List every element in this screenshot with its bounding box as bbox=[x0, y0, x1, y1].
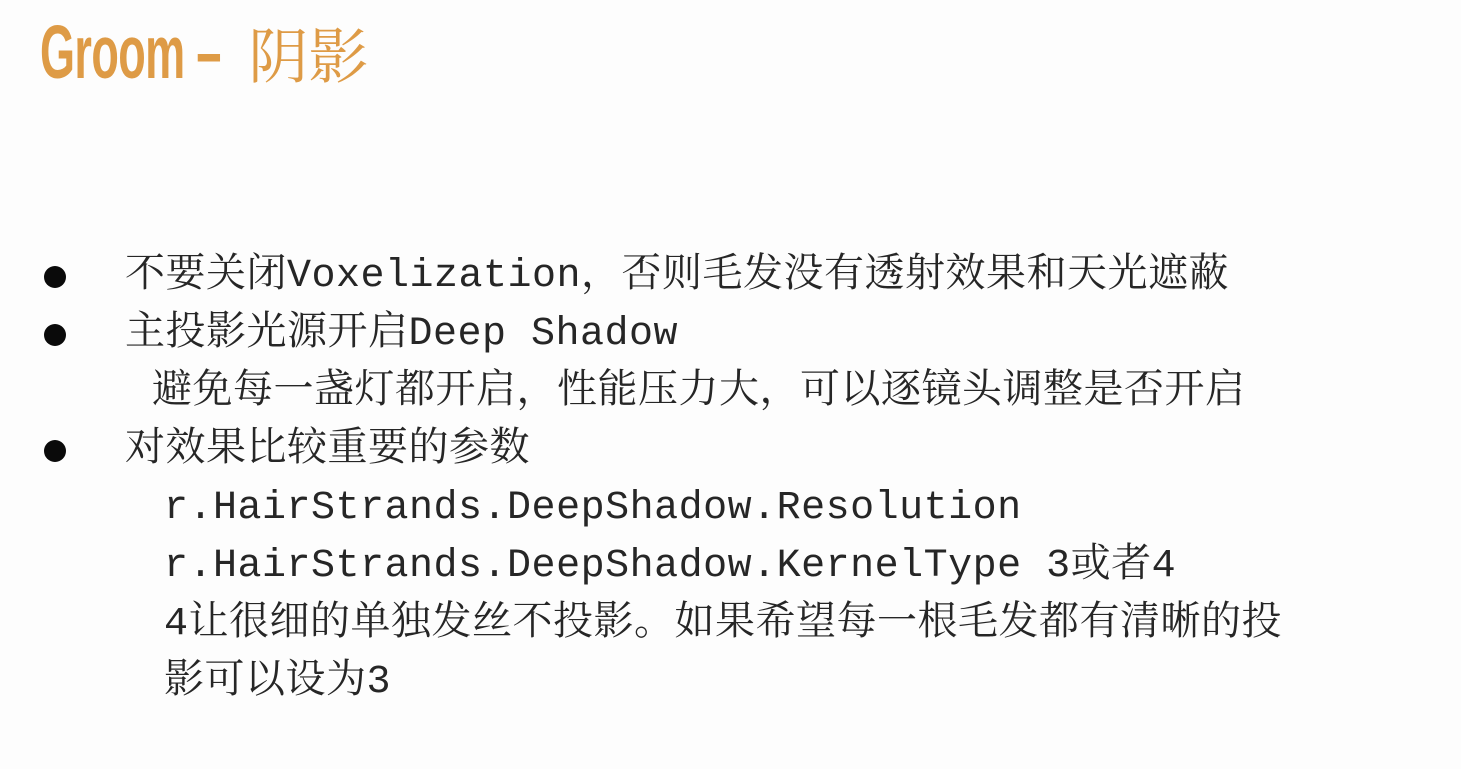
list-item bbox=[0, 422, 1461, 480]
bullet-list bbox=[0, 248, 1461, 712]
list-subitem bbox=[0, 538, 1461, 596]
bullet-dot bbox=[44, 266, 66, 288]
list-subitem bbox=[0, 364, 1461, 422]
list-subitem bbox=[0, 596, 1461, 654]
page-title-latin: Groom – bbox=[40, 10, 221, 94]
list-item-text: 不要关闭Voxelization，否则毛发没有透射效果和天光遮蔽 bbox=[125, 254, 1230, 299]
list-item-text: r.HairStrands.DeepShadow.Resolution bbox=[164, 486, 1022, 531]
list-item bbox=[0, 306, 1461, 364]
list-item-text: 影可以设为3 bbox=[164, 660, 392, 705]
bullet-dot bbox=[44, 324, 66, 346]
list-item-text: 对效果比较重要的参数 bbox=[125, 428, 530, 473]
page-title-cjk: 阴影 bbox=[248, 24, 369, 91]
bullet-dot bbox=[44, 440, 66, 462]
list-item-text: r.HairStrands.DeepShadow.KernelType 3或者4 bbox=[164, 544, 1177, 589]
list-subitem bbox=[0, 654, 1461, 712]
list-item-text: 避免每一盏灯都开启，性能压力大，可以逐镜头调整是否开启 bbox=[152, 370, 1246, 415]
list-subitem bbox=[0, 480, 1461, 538]
list-item bbox=[0, 248, 1461, 306]
page-title bbox=[40, 6, 368, 116]
list-item-text: 4让很细的单独发丝不投影。如果希望每一根毛发都有清晰的投 bbox=[164, 602, 1283, 647]
list-item-text: 主投影光源开启Deep Shadow bbox=[125, 312, 679, 357]
